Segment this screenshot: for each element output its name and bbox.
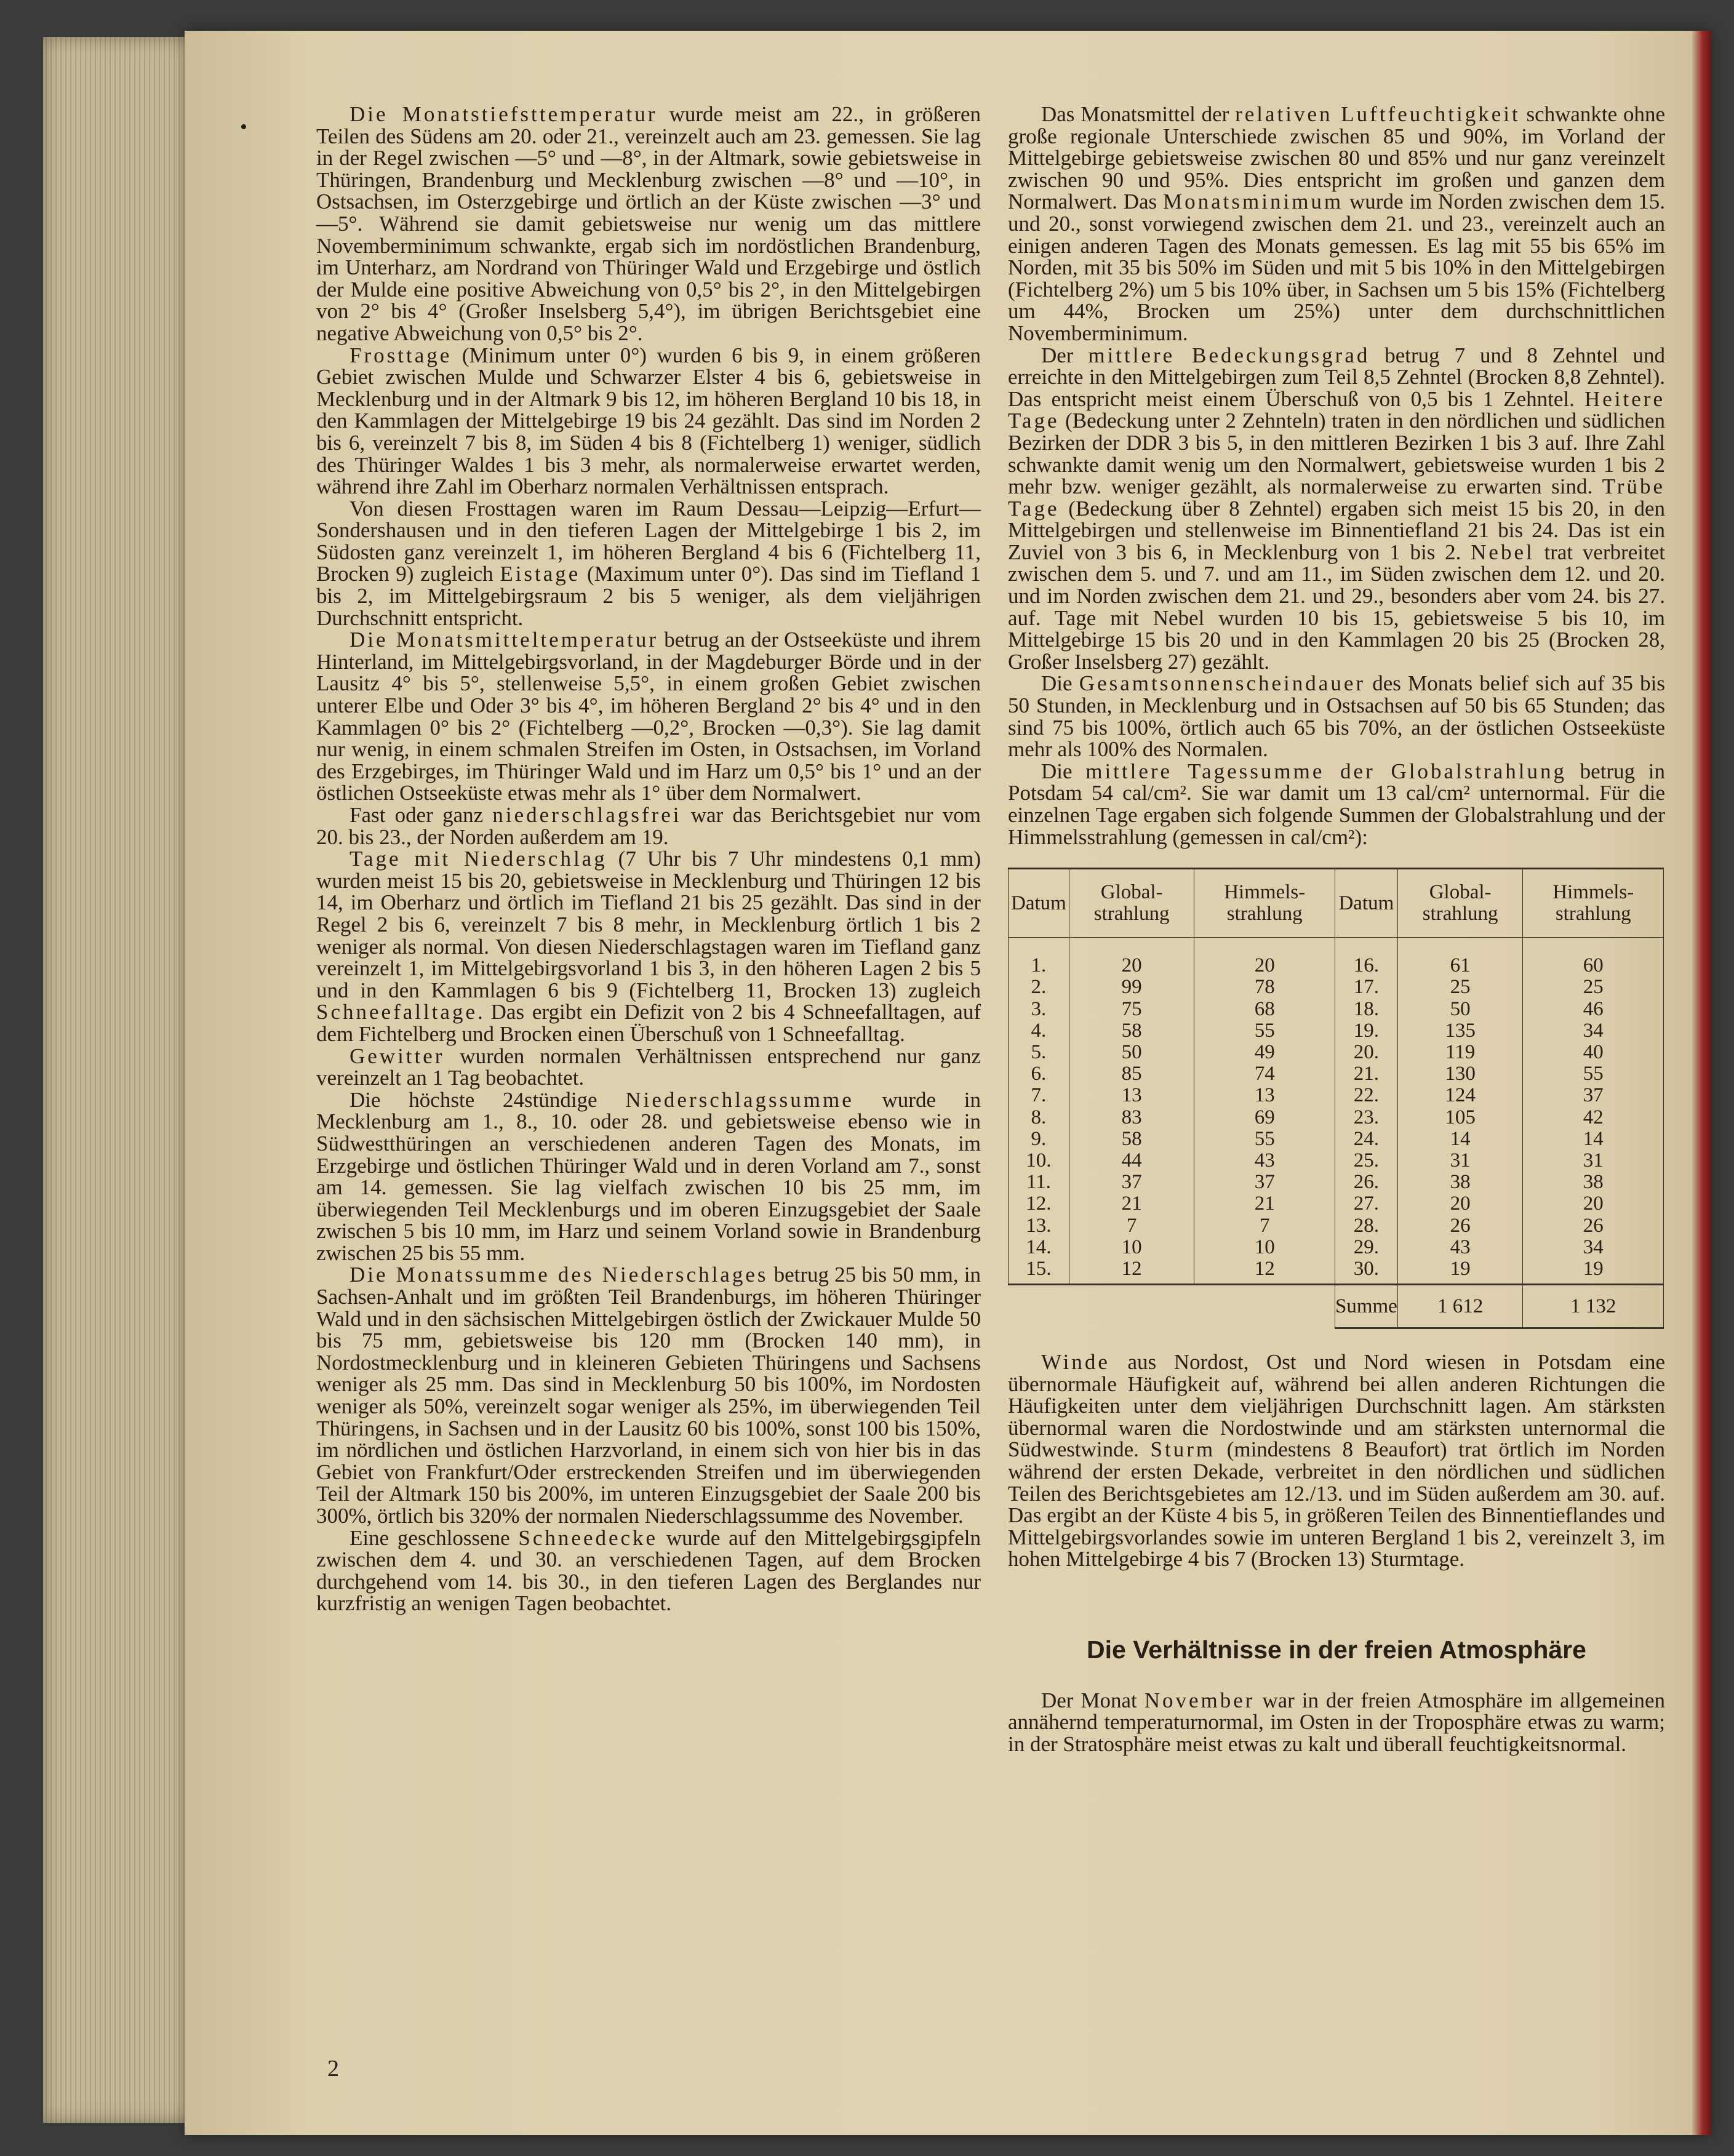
table-cell: 2. (1009, 976, 1069, 998)
table-row (1009, 1042, 1664, 1063)
table-cell: 11. (1009, 1172, 1069, 1193)
paragraph-mean-temperature (316, 629, 981, 804)
text: war das Berichtsgebiet nur vom 20. bis 23., der Norden außerdem am 19. (316, 803, 981, 849)
table-cell: 55 (1194, 1020, 1335, 1042)
table-cell: 30. (1335, 1258, 1397, 1285)
table-cell: 74 (1194, 1063, 1335, 1085)
table-cell: 12 (1194, 1258, 1335, 1285)
table-cell: 60 (1523, 938, 1664, 977)
table-cell: 23. (1335, 1107, 1397, 1128)
table-cell: 4. (1009, 1020, 1069, 1042)
term-cloud-cover: mittlere Bedeckungsgrad (1088, 343, 1370, 367)
table-cell: 10 (1069, 1237, 1194, 1258)
text: trat verbreitet zwischen dem 5. und 7. und am 11., im Süden zwischen dem 12. und 20. und im Norden zwischen dem 21. und 29., besonders aber vom 24. bis 27. auf. Tage mit Nebel wurden 10 bis 15, gebietsweise 5 bis 10, im Mittelgebirge 15 bis 20 und in den Kammlagen 20 bis 25 (Brocken 28, Großer Inselsberg 27) gezählt. (1008, 540, 1665, 674)
table-cell: 58 (1069, 1020, 1194, 1042)
term-precip-days: Tage mit Niederschlag (350, 847, 607, 871)
text: Die (1041, 671, 1079, 696)
text: (mindestens 8 Beaufort) trat örtlich im Norden während der ersten Dekade, verbreitet in den nördlichen und südlichen Teilen des Berichtsgebietes am 12./13. und im Süden außerdem am 30. auf. Das ergibt an der Küste 4 bis 5, in größeren Teilen des Binnentieflandes und Mittelgebirgsvorlandes sowie im unteren Bergland 1 bis 2, vereinzelt 3, im hohen Mittelgebirge 4 bis 7 (Brocken 13) Sturmtage. (1008, 1437, 1665, 1571)
table-cell: 20. (1335, 1042, 1397, 1063)
table-cell: 31 (1523, 1150, 1664, 1172)
table-cell: 13 (1194, 1085, 1335, 1106)
table-row (1009, 1020, 1664, 1042)
table-row (1009, 1128, 1664, 1150)
sum-label: Summe (1335, 1285, 1397, 1328)
paragraph-min-temperature (316, 103, 981, 345)
paragraph-winds (1008, 1351, 1665, 1570)
paragraph-sunshine (1008, 673, 1665, 760)
paragraph-global-radiation (1008, 761, 1665, 848)
text: wurde im Norden zwischen dem 15. und 20., sonst vorwiegend zwischen dem 21. und 23., vereinzelt auch an einigen anderen Tagen des Monats gemessen. Es lag mit 55 bis 65% im Norden, mit 35 bis 50% im Süden und mit 5 bis 10% in den Mittelgebirgen (Fichtelberg 2%) um 5 bis 10% über, in Sachsen um 5 bis 15% (Fichtelberg um 44%, Brocken um 25%) unter dem durchschnittlichen Novemberminimum. (1008, 190, 1665, 345)
table-cell: 21. (1335, 1063, 1397, 1085)
table-cell: 68 (1194, 999, 1335, 1020)
table-cell: 58 (1069, 1128, 1194, 1150)
table-cell: 50 (1397, 999, 1523, 1020)
table-row (1009, 1107, 1664, 1128)
table-cell: 20 (1069, 938, 1194, 977)
table-cell: 9. (1009, 1128, 1069, 1150)
table-cell: 22. (1335, 1085, 1397, 1106)
text: wurde meist am 22., in größeren Teilen des Südens am 20. oder 21., vereinzelt auch am 23. gemessen. Sie lag in der Regel zwischen —5° und —8°, in der Altmark, sowie gebietsweise in Thüringen, Brandenburg und Mecklenburg zwischen —8° und —10°, in Ostsachsen, im Osterzgebirge und örtlich an der Küste zwischen —3° und —5°. Während sie damit gebietsweise nur wenig um das mittlere Novemberminimum schwankte, ergab sich im nordöstlichen Brandenburg, im Unterharz, am Nordrand von Thüringer Wald und Erzgebirge und östlich der Mulde eine positive Abweichung von 0,5° bis 2°, in den Mittelgebirgen von 2° bis 4° (Großer Inselsberg 5,4°), im übrigen Berichtsgebiet eine negative Abweichung von 0,5° bis 2°. (316, 102, 981, 345)
header-sky: Himmels-strahlung (1194, 869, 1335, 938)
term-sunshine: Gesamtsonnenscheindauer (1079, 671, 1366, 696)
page-number: 2 (327, 2056, 339, 2082)
term-monthly-precip: Die Monatssumme des Niederschlages (350, 1263, 769, 1287)
table-cell: 14 (1523, 1128, 1664, 1150)
right-column (1008, 103, 1665, 1755)
table-cell: 19. (1335, 1020, 1397, 1042)
table-cell: 7 (1069, 1215, 1194, 1236)
table-row (1009, 1085, 1664, 1106)
table-cell: 40 (1523, 1042, 1664, 1063)
table-cell: 49 (1194, 1042, 1335, 1063)
table-row (1009, 999, 1664, 1020)
table-cell: 105 (1397, 1107, 1523, 1128)
table-cell: 17. (1335, 976, 1397, 998)
term-snow-cover: Schneedecke (518, 1525, 658, 1550)
paragraph-dry-days (316, 804, 981, 848)
table-cell: 20 (1397, 1193, 1523, 1215)
term-precip-total: Niederschlagssumme (625, 1087, 854, 1112)
table-cell: 5. (1009, 1042, 1069, 1063)
table-cell: 135 (1397, 1020, 1523, 1042)
text: wurden normalen Verhältnissen entsprechend nur ganz vereinzelt an 1 Tag beobachtet. (316, 1044, 981, 1090)
table-cell: 27. (1335, 1193, 1397, 1215)
table-cell: 21 (1069, 1193, 1194, 1215)
paragraph-cloud-cover (1008, 345, 1665, 673)
section-heading: Die Verhältnisse in der freien Atmosphäre (1087, 1635, 1586, 1664)
table-cell: 7 (1194, 1215, 1335, 1236)
text: (Bedeckung unter 2 Zehnteln) traten in den nördlichen und südlichen Bezirken der DDR 3 bis 5, in den mittleren Bezirken 1 bis 3 auf. Ihre Zahl schwankte damit wenig um den Normalwert, gebietsweise wurden 1 bis 2 mehr bzw. weniger gezählt, als normalerweise zu erwarten sind. (1008, 409, 1665, 499)
paragraph-snow-cover (316, 1527, 981, 1615)
table-cell: 43 (1194, 1150, 1335, 1172)
book-binding (1692, 31, 1711, 2135)
term-global-radiation: mittlere Tagessumme der Globalstrahlung (1085, 759, 1567, 783)
text: (Minimum unter 0°) wurden 6 bis 9, in einem größeren Gebiet zwischen Mulde und Schwarzer Elster 4 bis 6, gebietsweise in Mecklenburg und in der Altmark 9 bis 12, im höheren Bergland 10 bis 18, in den Kammlagen der Mittelgebirge 19 bis 24 gezählt. Das sind im Norden 2 bis 6, vereinzelt 7 bis 8, im Süden 4 bis 8 (Fichtelberg 1) weniger, südlich des Thüringer Waldes 1 bis 3 mehr, als normalerweise erwartet werden, während ihre Zahl im Oberharz normalen Verhältnissen entsprach. (316, 343, 981, 499)
table-cell: 46 (1523, 999, 1664, 1020)
table-header-row (1009, 869, 1664, 938)
table-cell: 13. (1009, 1215, 1069, 1236)
table-cell: 34 (1523, 1020, 1664, 1042)
text: . Das ergibt ein Defizit von 2 bis 4 Schneefalltagen, auf dem Fichtelberg und Brocken einen Überschuß von 1 Schneefalltag. (316, 1000, 981, 1046)
text: Der Monat (1041, 1688, 1145, 1712)
table-cell: 61 (1397, 938, 1523, 977)
table-cell: 28. (1335, 1215, 1397, 1236)
text: betrug an der Ostseeküste und ihrem Hinterland, im Mittelgebirgsvorland, in der Magdeburger Börde und in der Lausitz 4° bis 5°, stellenweise 5,5°, in einem großen Gebiet zwischen unterer Elbe und Oder 3° bis 4°, im höheren Bergland 2° bis 4° und in den Kammlagen 0° bis 2° (Fichtelberg —0,2°, Brocken —0,3°). Sie lag damit nur wenig, in einem schmalen Streifen im Osten, in Ostsachsen, im Vorland des Erzgebirges, im Thüringer Wald und im Harz um 0,5° bis 1° und an der östlichen Ostseeküste etwas mehr als 1° über dem Normalwert. (316, 628, 981, 805)
table-cell: 12 (1069, 1258, 1194, 1285)
table-cell: 37 (1194, 1172, 1335, 1193)
term-clear-days: Heitere Tage (1008, 386, 1665, 433)
table-cell: 69 (1194, 1107, 1335, 1128)
table-row (1009, 1258, 1664, 1285)
text: betrug in Potsdam 54 cal/cm². Sie war damit um 13 cal/cm² unternormal. Für die einzelnen Tage ergaben sich folgende Summen der Globalstrahlung und der Himmelsstrahlung (gemessen in cal/cm²): (1008, 759, 1665, 849)
table-cell: 6. (1009, 1063, 1069, 1085)
table-cell: 26 (1397, 1215, 1523, 1236)
text: wurde auf den Mittelgebirgsgipfeln zwischen dem 4. und 30. an verschiedenen Tagen, auf dem Brocken durchgehend vom 14. bis 30., in den tieferen Lagen des Berglandes nur kurzfristig an wenigen Tagen beobachtet. (316, 1525, 981, 1616)
table-cell: 20 (1523, 1193, 1664, 1215)
table-cell: 99 (1069, 976, 1194, 998)
table-cell: 26. (1335, 1172, 1397, 1193)
table-cell: 24. (1335, 1128, 1397, 1150)
sum-sky: 1 132 (1523, 1285, 1664, 1328)
table-cell: 3. (1009, 999, 1069, 1020)
table-cell: 85 (1069, 1063, 1194, 1085)
table-row (1009, 1237, 1664, 1258)
table-cell: 16. (1335, 938, 1397, 977)
text: Die (1041, 759, 1086, 783)
paragraph-humidity (1008, 103, 1665, 345)
table-cell: 37 (1523, 1085, 1664, 1106)
term-precip-free: niederschlagsfrei (492, 803, 682, 827)
text: Fast oder ganz (350, 803, 493, 827)
header-sky: Himmels-strahlung (1523, 869, 1664, 938)
text: des Monats belief sich auf 35 bis 50 Stunden, in Mecklenburg und in Ostsachsen auf 50 bis 65 Stunden; das sind 75 bis 100%, örtlich auch 65 bis 70%, an der östlichen Ostseeküste mehr als 100% des Normalen. (1008, 671, 1665, 762)
term-min-temperature: Die Monatstiefsttemperatur (350, 102, 658, 126)
text: Eine geschlossene (350, 1525, 519, 1550)
table-cell: 43 (1397, 1237, 1523, 1258)
table-row (1009, 976, 1664, 998)
text: (Maximum unter 0°). Das sind im Tiefland 1 bis 2, im Mittelgebirgsraum 2 bis 5 weniger, als dem vieljährigen Durchschnitt entspricht. (316, 562, 981, 630)
term-thunderstorms: Gewitter (350, 1044, 445, 1068)
table-cell: 19 (1523, 1258, 1664, 1285)
term-monthly-minimum: Monatsminimum (1163, 190, 1344, 214)
table-cell: 75 (1069, 999, 1194, 1020)
left-column (316, 103, 981, 1615)
table-cell: 15. (1009, 1258, 1069, 1285)
table-cell: 83 (1069, 1107, 1194, 1128)
text: schwankte ohne große regionale Unterschiede zwischen 85 und 90%, im Vorland der Mittelgebirge gebietsweise zwischen 80 und 85% und nur ganz vereinzelt zwischen 90 und 95%. Dies entspricht im großen und ganzen dem Normalwert. Das (1008, 102, 1665, 214)
table-cell: 8. (1009, 1107, 1069, 1128)
table-cell: 10. (1009, 1150, 1069, 1172)
text: (Bedeckung über 8 Zehntel) ergaben sich meist 15 bis 20, in den Mittelgebirgen und stellenweise im Binnentiefland 21 bis 24. Das ist ein Zuviel von 3 bis 6, in Mecklenburg von 1 bis 2. (1008, 496, 1665, 564)
paragraph-thunderstorms (316, 1045, 981, 1089)
table-cell: 21 (1194, 1193, 1335, 1215)
paragraph-monthly-precip (316, 1264, 981, 1527)
table-cell: 14 (1397, 1128, 1523, 1150)
table-cell: 38 (1397, 1172, 1523, 1193)
table-cell: 19 (1397, 1258, 1523, 1285)
table-cell: 1. (1009, 938, 1069, 977)
table-cell: 38 (1523, 1172, 1664, 1193)
table-cell: 55 (1194, 1128, 1335, 1150)
term-mean-temperature: Die Monatsmitteltemperatur (350, 628, 659, 652)
text: (7 Uhr bis 7 Uhr mindestens 0,1 mm) wurden meist 15 bis 20, gebietsweise in Mecklenburg und Thüringen 12 bis 14, im Oberharz und örtlich im Tiefland 21 bis 25 gezählt. Das sind in der Regel 2 bis 6, vereinzelt 7 bis 8 mehr, in Mecklenburg örtlich 1 bis 2 weniger als normal. Von diesen Niederschlagstagen waren im Tiefland ganz vereinzelt 1, im Mittelgebirgsvorland 1 bis 3, in den höheren Lagen 2 bis 5 und in den Kammlagen 6 bis 9 (Fichtelberg 11, Brocken 13) zugleich (316, 847, 981, 1002)
paragraph-frost-days (316, 345, 981, 498)
table-row (1009, 1172, 1664, 1193)
table-cell: 124 (1397, 1085, 1523, 1106)
text: Von diesen Frosttagen waren im Raum Dessau—Leipzig—Erfurt—Sondershausen und in den tieferen Lagen der Mittelgebirge 1 bis 2, im Südosten ganz vereinzelt 1, im höheren Bergland 4 bis 6 (Fichtelberg 11, Brocken 9) zugleich (316, 496, 981, 586)
table-cell: 50 (1069, 1042, 1194, 1063)
paragraph-free-atmosphere (1008, 1690, 1665, 1755)
table-cell: 20 (1194, 938, 1335, 977)
term-overcast-days: Trübe Tage (1008, 474, 1665, 521)
term-snowfall-days: Schneefalltage (316, 1000, 478, 1024)
sum-global: 1 612 (1397, 1285, 1523, 1328)
paragraph-precip-days (316, 848, 981, 1045)
table-cell: 7. (1009, 1085, 1069, 1106)
text: betrug 7 und 8 Zehntel und erreichte in den Mittelgebirgen zum Teil 8,5 Zehntel (Brocken 8,8 Zehntel). Das entspricht meist einem Überschuß von 0,5 bis 1 Zehntel. (1008, 343, 1666, 411)
table-cell: 130 (1397, 1063, 1523, 1085)
text: Der (1041, 343, 1089, 367)
table-cell: 25 (1523, 976, 1664, 998)
paragraph-max-precip (316, 1089, 981, 1264)
header-date: Datum (1335, 869, 1397, 938)
term-ice-days: Eistage (500, 562, 581, 586)
term-fog: Nebel (1471, 540, 1535, 564)
table-cell: 31 (1397, 1150, 1523, 1172)
table-body (1009, 938, 1664, 1328)
table-row (1009, 938, 1664, 977)
term-humidity: relativen Luftfeuchtigkeit (1235, 102, 1520, 126)
table-cell: 44 (1069, 1150, 1194, 1172)
table-cell: 34 (1523, 1237, 1664, 1258)
margin-mark: • (240, 116, 247, 138)
table-cell: 119 (1397, 1042, 1523, 1063)
table-cell: 14. (1009, 1237, 1069, 1258)
page (185, 31, 1711, 2135)
table-cell: 13 (1069, 1085, 1194, 1106)
radiation-table (1008, 868, 1664, 1329)
table-row (1009, 1215, 1664, 1236)
table-cell: 12. (1009, 1193, 1069, 1215)
table-cell: 26 (1523, 1215, 1664, 1236)
table-cell: 37 (1069, 1172, 1194, 1193)
table-cell: 25. (1335, 1150, 1397, 1172)
header-global: Global-strahlung (1069, 869, 1194, 938)
text: war in der freien Atmosphäre im allgemeinen annähernd temperaturnormal, im Osten in der Troposphäre etwas zu warm; in der Stratosphäre meist etwas zu kalt und überall feuchtigkeitsnormal. (1008, 1688, 1665, 1756)
table-cell: 78 (1194, 976, 1335, 998)
text: wurde in Mecklenburg am 1., 8., 10. oder 28. und gebietsweise ebenso wie in Südwestthüringen an verschiedenen anderen Tagen des Monats, im Erzgebirge und östlichen Thüringer Wald und in deren Vorland am 7., sonst am 14. gemessen. Sie lag vielfach zwischen 10 bis 25 mm, im überwiegenden Teil Mecklenburgs und im oberen Einzugsgebiet der Saale zwischen 5 bis 10 mm, im Harz und seinem Vorland sowie in Brandenburg zwischen 25 bis 55 mm. (316, 1087, 981, 1265)
page-edges (43, 37, 203, 2123)
table-cell: 29. (1335, 1237, 1397, 1258)
table-row (1009, 1193, 1664, 1215)
table-cell: 25 (1397, 976, 1523, 998)
term-storm: Sturm (1150, 1437, 1216, 1462)
header-date: Datum (1009, 869, 1069, 938)
table-sum-row (1009, 1285, 1664, 1328)
term-frost-days: Frosttage (350, 343, 452, 367)
table-blank-cell (1009, 1285, 1335, 1328)
table-row (1009, 1150, 1664, 1172)
term-november: November (1144, 1688, 1255, 1712)
text: betrug 25 bis 50 mm, in Sachsen-Anhalt und im größten Teil Brandenburgs, im höheren Thüringer Wald und in den sächsischen Mittelgebirgen östlich der Zwickauer Mulde 50 bis 75 mm, gebietsweise bis 120 mm (Brocken 140 mm), in Nordostmecklenburg und in kleineren Gebieten Thüringens und Sachsens weniger als 25 mm. Das sind in Mecklenburg 50 bis 100%, im Nordosten weniger als 50%, vereinzelt sogar weniger als 25%, im überwiegenden Teil Thüringens, in Sachsen und in der Lausitz 60 bis 100%, sonst 100 bis 150%, im nördlichen und östlichen Harzvorland, in einem sich von hier bis in das Gebiet von Frankfurt/Oder erstreckenden Streifen und im überwiegenden Teil der Altmark 150 bis 200%, im unteren Einzugsgebiet der Saale 200 bis 300%, örtlich bis 320% der normalen Niederschlagssumme des November. (316, 1263, 981, 1528)
text: aus Nordost, Ost und Nord wiesen in Potsdam eine übernormale Häufigkeit auf, während bei allen anderen Richtungen die Häufigkeiten unter dem vieljährigen Durchschnitt lagen. Am stärksten übernormal waren die Nordostwinde und am stärksten unternormal die Südwestwinde. (1008, 1350, 1665, 1462)
term-winds: Winde (1041, 1350, 1110, 1374)
text: Das Monatsmittel der (1041, 102, 1236, 126)
text: Die höchste 24stündige (350, 1087, 626, 1112)
table-cell: 55 (1523, 1063, 1664, 1085)
table-row (1009, 1063, 1664, 1085)
table-cell: 18. (1335, 999, 1397, 1020)
header-global: Global-strahlung (1397, 869, 1523, 938)
table-cell: 10 (1194, 1237, 1335, 1258)
paragraph-ice-days (316, 498, 981, 629)
table-cell: 42 (1523, 1107, 1664, 1128)
